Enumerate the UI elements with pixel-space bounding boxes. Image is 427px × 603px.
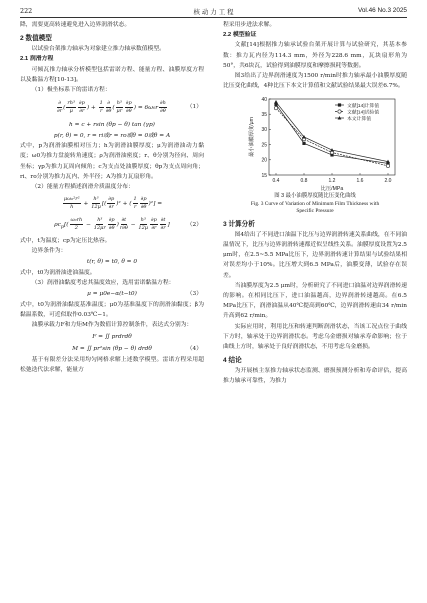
legend-label: 文献[14]试验值 <box>347 110 379 116</box>
boundary-condition-equation: p(r, θ) = 0, r = ri或r = ro或θ = 0或θ = A <box>53 132 171 139</box>
equation-number-3: （3） <box>186 290 202 297</box>
equation-3-description: 式中，t0为润滑油黏度基准温度；μ0为基准温度下的润滑油黏度；β为黏温系数，可近似取作0.03℃−1。 <box>20 302 204 319</box>
energy-equation-part-1: $\frac{\text{μω₀²r²}}{h}$ + $\frac{\text{h³}}{12\mu}$ [( $\frac{\partial p}{\partial r}$ )² + ( $\frac{1}{r}$ $\frac{\partial p}{\partial\theta}$ )²] = <box>63 195 163 210</box>
right-paragraph-3: 图3给出了边界润滑速度为1500 r/min时推力轴承最小油膜厚度随比压变化曲线，4种比压下本文计算值和文献试验结果最大误差6.7%。 <box>223 73 407 90</box>
x-tick-label: 0.4 <box>272 178 280 185</box>
solution-paragraph: 基于有限差分法采用均匀网格求解上述数学模型。雷诺方程采用超松弛迭代法求解，能量方 <box>20 356 204 373</box>
equation-number-2: （2） <box>186 222 202 229</box>
right-paragraph-6: 实际应用时，利用比压和转速判断润滑状态，当该工况点位于曲线下方时，轴承处于边界润滑状态。考虑乌金磨损对轴承寿命影响；位于曲线上方时，轴承处于良好润滑状态，不用考虑乌金磨损。 <box>223 323 407 351</box>
volume-issue: Vol.46 No.3 2025 <box>357 7 407 14</box>
chart-svg <box>223 93 407 193</box>
item-2-label: （2）能量方程描述润滑介质温度分布： <box>31 184 134 191</box>
section-3-title: 3 计算分析 <box>223 220 255 228</box>
data-point <box>302 142 305 145</box>
section-2-title: 2 数值模型 <box>20 35 52 43</box>
moment-equation-text: M = ∬ pr²sin (θp − θ) drdθ <box>72 345 152 352</box>
viscosity-equation <box>20 288 204 300</box>
boundary-description: 式中，t0为润滑油进油温度。 <box>20 269 96 276</box>
y-tick-label: 35 <box>261 112 267 119</box>
x-tick-label: 0.8 <box>300 178 308 185</box>
section-2-1-paragraph: 可倾瓦推力轴承分析模型包括雷诺方程、能量方程、油膜厚度方程以及黏温方程[10-13]。 <box>20 66 204 83</box>
item-1-label: （1）极坐标系下的雷诺方程： <box>31 87 111 94</box>
page-number: 222 <box>20 7 33 15</box>
data-point <box>386 165 389 168</box>
running-header <box>20 6 407 18</box>
y-axis-label: 最小油膜厚度/μm <box>249 117 255 158</box>
right-paragraph-2: 文献[14]根据推力轴承试验台架开展计算与试验研究，其基本参数：推力瓦内径为114.3 mm，外径为228.6 mm，瓦块扇形角为50°，共6块瓦，试验得到油膜厚度和摩擦损耗等数据。 <box>223 42 407 69</box>
left-column <box>20 20 204 375</box>
figure-3-caption-en-line-1: Fig. 3 Curve of Variation of Minimum Film Thickness with <box>250 201 380 208</box>
journal-title: 核 动 力 工 程 <box>193 8 234 16</box>
figure-3-caption: 图 3 最小油膜厚度随比压变化曲线 <box>274 193 356 200</box>
item-3-label: （3）润滑油黏度考虑其温度效应，选用雷诺黏温方程： <box>31 279 175 286</box>
legend-marker <box>338 104 341 107</box>
legend-marker <box>338 110 341 113</box>
x-tick-label: 1.2 <box>328 178 336 185</box>
y-tick-label: 30 <box>261 127 267 134</box>
legend-label: 文献[14]计算值 <box>347 104 379 110</box>
section-2-1-title: 2.1 润滑方程 <box>20 56 54 63</box>
equation-number-4: （4） <box>186 345 202 352</box>
film-thickness-equation: h = c + rsin (θp − θ) tan (γp) <box>69 121 155 128</box>
load-equation: F = ∬ prdrdθ <box>92 333 132 340</box>
section-2-paragraph: 以试验台架推力轴承为对象建立推力轴承数值模型。 <box>31 46 165 53</box>
figure-3-caption-en <box>223 201 407 216</box>
equation-2-description: 式中，t为温度；cp为定压比热容。 <box>20 238 111 245</box>
equation-1-description: 式中，p为润滑油膜相对压力；h为润滑油膜厚度；μ为润滑油动力黏度；ω0为推力盘旋转角速度；ρ为润滑油密度；r、θ分别为径向、周向坐标；γp为推力瓦周向倾角；c为支点处油膜厚度；θp为支点周向角；ri、ro分别为推力瓦内、外半径；A为推力瓦扇形角。 <box>20 143 204 180</box>
x-tick-label: 2.0 <box>384 178 392 185</box>
y-tick-label: 25 <box>261 142 267 149</box>
data-point <box>274 107 277 110</box>
right-paragraph-4: 图4给出了不同进口油温下比压与边界润滑转速关系曲线，在不同油温情况下，比压与边界润滑转速都近似呈线性关系。油膜厚度设置为2.5 μm时，在2.5~5.5 MPa比压下，边界润滑转速计算结果与试验结果相对误差均小于10%。比压增大到6.5 MPa后，油膜变薄，试验存在误差。 <box>223 231 407 279</box>
energy-equation-part-2: $\rho c_p$[( $\frac{\text{ω₀rh}}{2}$ − $\frac{\text{h³}}{12\mu r}$ $\frac{\partial p}{\partial\theta}$ ) $\frac{\partial t}{r\partial\theta}$ − $\frac{\text{h³}}{12\mu}$ $\frac{\partial p}{\partial r}$ $\frac{\partial t}{\partial r}$ ] （2） <box>54 217 202 232</box>
x-tick-label: 1.6 <box>356 178 364 185</box>
right-paragraph-5: 当油膜厚度为2.5 μm时，分析研究了不同进口油温对边界润滑转速的影响。在相同比压下，进口油温越高，边界润滑转速越高。在6.5 MPa比压下，润滑油温从40℃提高到60℃，边界润滑转速由34 r/min升高到62 r/min。 <box>223 282 407 320</box>
figure-3-caption-en-line-2: Specific Pressure <box>296 208 334 215</box>
reynolds-equation: $\frac{\partial}{\partial r}$ ( $\frac{\text{rh³}}{\mu}$ $\frac{\partial p}{\partial r}$ ) + $\frac{1}{r}$ $\frac{\partial}{\partial\theta}$ ( $\frac{\text{h³}}{\mu r}$ $\frac{\partial p}{\partial\theta}$ ) = 6ω₀r $\frac{\partial h}{\partial\theta}$ （1） <box>57 99 202 114</box>
viscosity-equation-text: μ = μ0e−α(t−t0) <box>87 290 137 297</box>
y-tick-label: 15 <box>261 173 267 180</box>
equation-number-1: （1） <box>186 104 202 111</box>
series-line <box>276 109 388 167</box>
y-tick-label: 40 <box>261 97 267 104</box>
y-tick-label: 20 <box>261 158 267 165</box>
legend-label: 本文计算值 <box>347 117 371 123</box>
boundary-label: 边界条件为： <box>31 248 67 255</box>
right-column <box>223 20 407 387</box>
right-paragraph-1: 程采用步进法求解。 <box>223 22 276 28</box>
section-4-title: 4 结论 <box>223 357 242 365</box>
figure-3-chart <box>223 93 407 193</box>
data-point <box>274 100 278 104</box>
load-paragraph: 油膜承载力F和力矩M作为数值计算控制条件，表达式分别为： <box>31 322 193 329</box>
x-axis-label: 比压/MPa <box>320 186 344 193</box>
moment-equation <box>20 343 204 355</box>
right-paragraph-7: 为开展核主泵推力轴承状态监测、磨损预测分析和寿命评估，提高推力轴承可靠性，为推力 <box>223 368 407 385</box>
section-2-2-title: 2.2 模型验证 <box>223 32 257 39</box>
intro-tail: 降，需要更高转速避免进入边界润滑状态。 <box>20 22 131 28</box>
temperature-boundary-equation: t(r, θ) = t0, θ = 0 <box>86 259 138 266</box>
